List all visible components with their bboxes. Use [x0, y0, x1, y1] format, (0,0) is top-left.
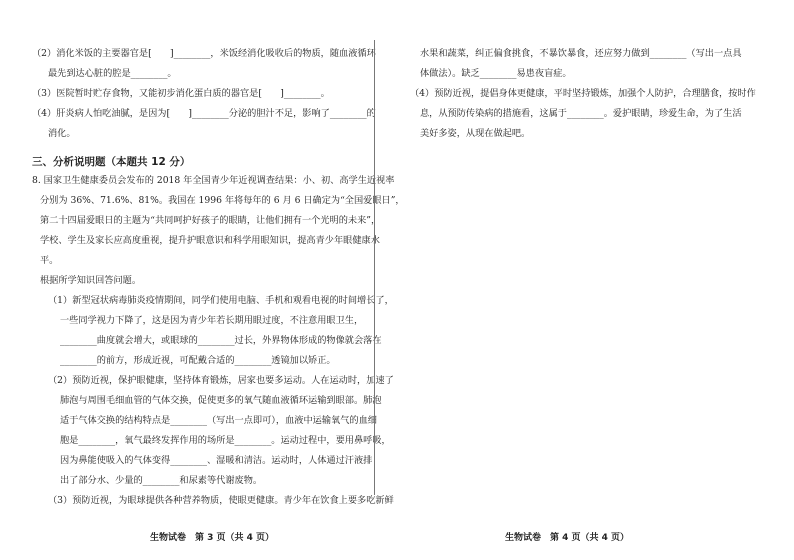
question-8-line: 出了部分水、少量的________和尿素等代谢废物。 — [60, 475, 263, 486]
question-8-line: 8. 国家卫生健康委员会发布的 2018 年全国青少年近视调查结果：小、初、高学生近视率 — [32, 175, 395, 186]
text-line: 消化。 — [48, 128, 76, 139]
text-line: 息，从预防传染病的措施看，这属于________。爱护眼睛，珍爱生命，为了生活 — [420, 108, 742, 119]
text-line: （2）消化米饭的主要器官是[ ]________，米饭经消化吸收后的物质，随血液循环 — [32, 48, 376, 59]
question-8-line: 分别为 36%、71.6%、81%。我国在 1996 年将每年的 6 月 6 日确定为“全国爱眼日”， — [40, 195, 405, 206]
question-8-line: ________的前方，形成近视，可配戴合适的________透镜加以矫正。 — [60, 355, 336, 366]
text-line: 体做法）。缺乏________易患夜盲症。 — [420, 68, 572, 79]
question-8-line: 学校、学生及家长应高度重视，提升护眼意识和科学用眼知识，提高青少年眼健康水 — [40, 235, 380, 246]
question-8-line: ________曲度就会增大，或眼球的________过长，外界物体形成的物像就会落在 — [60, 335, 382, 346]
question-8-line: 适于气体交换的结构特点是________（写出一点即可），血液中运输氧气的血细 — [60, 415, 377, 426]
question-8-line: （1）新型冠状病毒肺炎疫情期间，同学们使用电脑、手机和观看电视的时间增长了， — [48, 295, 394, 306]
question-8-line: 根据所学知识回答问题。 — [40, 275, 142, 286]
text-line: （4）肝炎病人怕吃油腻，是因为[ ]________分泌的胆汁不足，影响了________的 — [32, 108, 376, 119]
text-line: 最先到达心脏的腔是________。 — [48, 68, 177, 79]
question-8-line: 胞是________，氧气最终发挥作用的场所是________。运动过程中，要用鼻呼吸， — [60, 435, 391, 446]
question-8-line: 肺泡与周围毛细血管的气体交换，促使更多的氧气随血液循环运输到眼部。肺泡 — [60, 395, 382, 406]
question-8-line: 因为鼻能使吸入的气体变得________、湿暖和清洁。运动时，人体通过汗液排 — [60, 455, 373, 466]
text-line: 美好多姿，从现在做起吧。 — [420, 128, 531, 139]
text-line: （4）预防近视，提倡身体更健康，平时坚持锻炼，加强个人防护，合理膳食，按时作 — [410, 88, 756, 99]
question-8-line: 第二十四届爱眼日的主题为“共同呵护好孩子的眼睛，让他们拥有一个光明的未来”， — [40, 215, 381, 226]
text-line: 水果和蔬菜，纠正偏食挑食，不暴饮暴食，还应努力做到________（写出一点具 — [420, 48, 742, 59]
page-footer: 生物试卷 第 3 页（共 4 页） — [150, 533, 275, 543]
question-8-line: （3）预防近视，为眼球提供各种营养物质，使眼更健康。青少年在饮食上要多吃新鲜 — [48, 495, 394, 506]
text-line: （3）医院暂时贮存食物，又能初步消化蛋白质的器官是[ ]________。 — [32, 88, 330, 99]
question-8-line: （2）预防近视，保护眼健康，坚持体育锻炼，居家也要多运动。人在运动时，加速了 — [48, 375, 394, 386]
question-8-line: 一些同学视力下降了，这是因为青少年若长期用眼过度，不注意用眼卫生， — [60, 315, 364, 326]
page-divider — [374, 40, 375, 495]
right-page — [380, 0, 794, 560]
page-footer: 生物试卷 第 4 页（共 4 页） — [505, 533, 630, 543]
question-8-line: 平。 — [40, 255, 59, 266]
section-title: 三、分析说明题（本题共 12 分） — [32, 156, 191, 168]
